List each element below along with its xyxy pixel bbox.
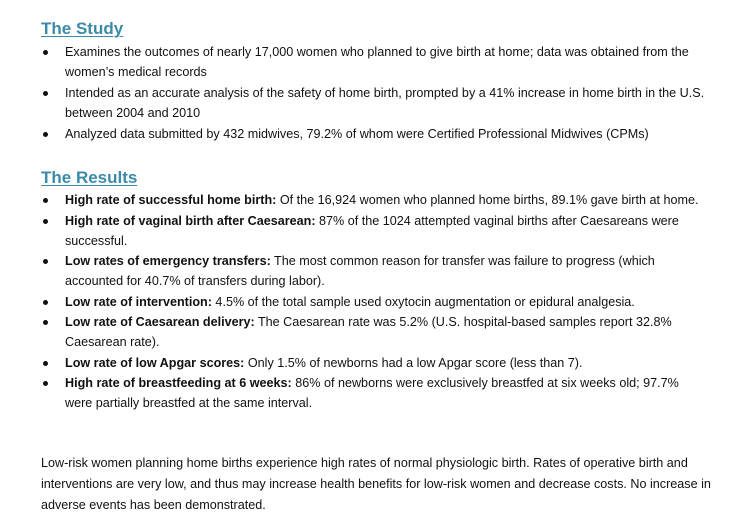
result-label: High rate of breastfeeding at 6 weeks: [65,376,292,390]
bullet-icon [43,320,48,325]
study-heading: The Study [41,19,124,38]
results-list-item [0,211,747,251]
results-list-item [0,190,747,210]
bullet-icon [43,198,48,203]
result-text: The most common reason for transfer was failure to progress (which accounted for 40.7% of transfers during labor). [65,254,655,288]
bullet-icon [43,361,48,366]
result-label: Low rates of emergency transfers: [65,254,271,268]
result-label: Low rate of Caesarean delivery: [65,315,255,329]
results-list [0,190,747,414]
results-list-item [0,251,747,291]
result-text: Only 1.5% of newborns had a low Apgar score (less than 7). [244,355,583,370]
bullet-icon [43,300,48,305]
results-list-item [0,373,747,413]
study-list [0,42,747,145]
bullet-icon [43,381,48,386]
result-label: High rate of successful home birth: [65,193,277,207]
result-text: 4.5% of the total sample used oxytocin augmentation or epidural analgesia. [211,294,635,309]
study-item-text: Analyzed data submitted by 432 midwives, 79.2% of whom were Certified Professional Midwives (CPMs) [65,127,649,141]
summary-paragraph: Low-risk women planning home births experience high rates of normal physiologic birth. Rates of operative birth and interventions are very low, and thus may increase health benefits for low-risk women and decrease costs. No increase in adverse events has been demonstrated. [41,456,711,512]
results-heading: The Results [41,168,138,187]
result-text: The Caesarean rate was 5.2% (U.S. hospital-based samples report 32.8% Caesarean rate). [65,315,672,349]
study-list-item [0,42,747,82]
study-item-text: Examines the outcomes of nearly 17,000 women who planned to give birth at home; data was obtained from the women’s medical records [65,45,689,79]
result-text: 87% of the 1024 attempted vaginal births after Caesareans were successful. [65,213,679,248]
bullet-icon [43,219,48,224]
bullet-icon [43,132,48,137]
bullet-icon [43,50,48,55]
results-list-item [0,292,747,312]
result-label: High rate of vaginal birth after Caesarean: [65,213,316,228]
result-label: Low rate of low Apgar scores: [65,355,245,370]
study-list-item [0,124,747,144]
bullet-icon [43,91,48,96]
results-list-item [0,312,747,352]
study-list-item [0,83,747,123]
results-list-item [0,353,747,373]
result-label: Low rate of intervention: [65,294,212,309]
result-text: Of the 16,924 women who planned home births, 89.1% gave birth at home. [276,193,699,207]
bullet-icon [43,259,48,264]
study-item-text: Intended as an accurate analysis of the safety of home birth, prompted by a 41% increase in home birth in the U.S. between 2004 and 2010 [65,86,705,120]
result-text: 86% of newborns were exclusively breastfed at six weeks old; 97.7% were partially breastfed at the same interval. [65,376,679,410]
